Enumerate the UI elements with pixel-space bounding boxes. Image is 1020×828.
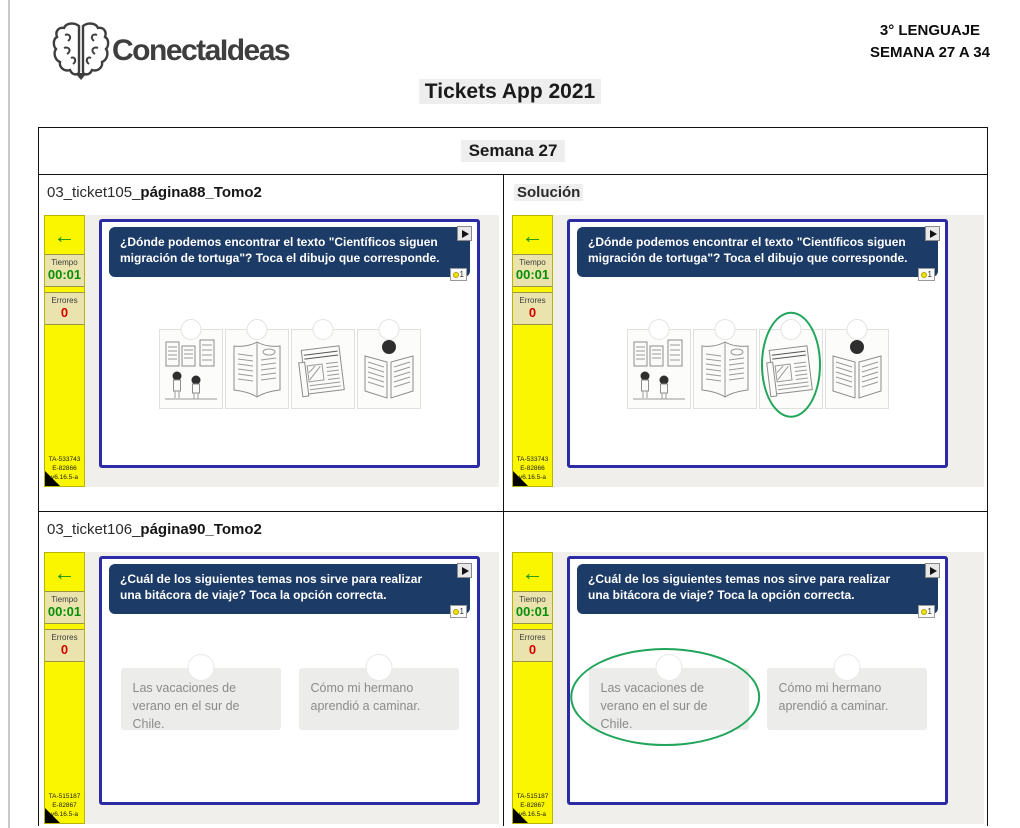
page-margin-line bbox=[8, 0, 10, 828]
option-radio-circle[interactable] bbox=[846, 319, 867, 340]
kids-viewing-wall-posters-icon bbox=[163, 338, 219, 402]
errores-label: Errores bbox=[51, 296, 78, 305]
solution-106-cell bbox=[504, 512, 987, 826]
question-bar bbox=[577, 564, 938, 614]
tiempo-box bbox=[513, 591, 552, 624]
tiempo-value: 00:01 bbox=[47, 604, 82, 619]
conectaideas-logo bbox=[52, 20, 289, 82]
code-version: v6.16.5-a bbox=[50, 474, 79, 481]
ticket-105-row bbox=[39, 175, 987, 512]
badge-count: 1 bbox=[459, 270, 464, 279]
option-card-vacaciones-correct[interactable] bbox=[589, 668, 749, 730]
tiempo-label: Tiempo bbox=[51, 595, 78, 604]
ticket-105-cell bbox=[39, 175, 504, 511]
option-card-newspaper-correct[interactable] bbox=[759, 329, 823, 409]
option-text: Las vacaciones de verano en el sur de Chile. bbox=[600, 681, 708, 732]
app-screenshot-ticket105 bbox=[44, 215, 499, 487]
question-counter-badge bbox=[918, 268, 935, 281]
option-radio-circle[interactable] bbox=[714, 319, 735, 340]
option-text: Cómo mi hermano aprendió a caminar. bbox=[310, 681, 421, 714]
back-arrow-icon[interactable]: ← bbox=[53, 560, 76, 585]
tiempo-value: 00:01 bbox=[47, 267, 82, 282]
option-radio-circle[interactable] bbox=[648, 319, 669, 340]
question-panel bbox=[99, 556, 480, 805]
option-radio-circle[interactable] bbox=[365, 654, 392, 681]
question-text: ¿Cuál de los siguientes temas nos sirve para realizar una bitácora de viaje? Toca la opción correcta. bbox=[588, 572, 891, 603]
play-icon bbox=[930, 230, 937, 238]
back-arrow-icon[interactable]: ← bbox=[521, 560, 544, 585]
play-button[interactable] bbox=[925, 563, 940, 578]
code-ta: TA-515187 bbox=[516, 793, 549, 800]
errores-box bbox=[513, 629, 552, 662]
week-header: Semana 27 bbox=[461, 140, 566, 162]
code-ta: TA-515187 bbox=[48, 793, 81, 800]
text-options-row bbox=[570, 668, 945, 730]
option-card-child-reading[interactable] bbox=[825, 329, 889, 409]
ticket-105-label: 03_ticket105_página88_Tomo2 bbox=[47, 184, 262, 201]
errores-value: 0 bbox=[60, 642, 69, 657]
solution-screenshot-ticket106 bbox=[512, 552, 984, 824]
code-e: E-82866 bbox=[520, 465, 545, 472]
option-text: Las vacaciones de verano en el sur de Chile. bbox=[132, 681, 240, 732]
option-radio-circle[interactable] bbox=[655, 654, 682, 681]
play-icon bbox=[930, 567, 937, 575]
option-card-posters[interactable] bbox=[159, 329, 223, 409]
tiempo-box bbox=[45, 254, 84, 287]
errores-label: Errores bbox=[519, 633, 546, 642]
badge-count: 1 bbox=[927, 270, 932, 279]
badge-dot-icon bbox=[453, 272, 459, 278]
option-radio-circle[interactable] bbox=[833, 654, 860, 681]
empty-label bbox=[512, 521, 984, 539]
ticket-106-row bbox=[39, 512, 987, 826]
play-icon bbox=[462, 230, 469, 238]
solution-screenshot-ticket105 bbox=[512, 215, 984, 487]
errores-box bbox=[45, 292, 84, 325]
code-e: E-82867 bbox=[520, 802, 545, 809]
solution-105-cell bbox=[504, 175, 988, 511]
option-card-posters[interactable] bbox=[627, 329, 691, 409]
back-arrow-icon[interactable]: ← bbox=[521, 223, 544, 248]
newspaper-icon bbox=[763, 338, 819, 402]
brain-logo-icon bbox=[52, 20, 110, 82]
play-button[interactable] bbox=[925, 226, 940, 241]
child-reading-big-book-icon bbox=[829, 338, 885, 402]
errores-value: 0 bbox=[60, 305, 69, 320]
option-card-open-book[interactable] bbox=[225, 329, 289, 409]
tiempo-label: Tiempo bbox=[519, 258, 546, 267]
badge-dot-icon bbox=[921, 609, 927, 615]
option-card-hermano[interactable] bbox=[767, 668, 927, 730]
app-sidebar bbox=[512, 552, 553, 824]
code-version: v6.16.5-a bbox=[518, 811, 547, 818]
picture-options-row bbox=[102, 329, 477, 409]
open-book-icon bbox=[697, 338, 753, 402]
text-options-row bbox=[102, 668, 477, 730]
back-arrow-icon[interactable]: ← bbox=[53, 223, 76, 248]
question-counter-badge bbox=[450, 605, 467, 618]
brand-name: ConectaIdeas bbox=[112, 34, 290, 67]
tickets-table bbox=[38, 127, 988, 826]
option-card-child-reading[interactable] bbox=[357, 329, 421, 409]
open-book-icon bbox=[229, 338, 285, 402]
option-radio-circle[interactable] bbox=[378, 319, 399, 340]
tiempo-box bbox=[513, 254, 552, 287]
course-weeks: SEMANA 27 A 34 bbox=[869, 44, 990, 61]
tiempo-label: Tiempo bbox=[51, 258, 78, 267]
code-e: E-82867 bbox=[52, 802, 77, 809]
option-radio-circle[interactable] bbox=[780, 319, 801, 340]
option-radio-circle[interactable] bbox=[312, 319, 333, 340]
play-button[interactable] bbox=[457, 563, 472, 578]
kids-viewing-wall-posters-icon bbox=[631, 338, 687, 402]
tiempo-value: 00:01 bbox=[515, 267, 550, 282]
newspaper-icon bbox=[295, 338, 351, 402]
ticket-106-cell bbox=[39, 512, 504, 826]
badge-count: 1 bbox=[927, 607, 932, 616]
errores-label: Errores bbox=[51, 633, 78, 642]
code-version: v6.16.5-a bbox=[50, 811, 79, 818]
play-icon bbox=[462, 567, 469, 575]
app-sidebar bbox=[44, 215, 85, 487]
option-card-hermano[interactable] bbox=[299, 668, 459, 730]
play-button[interactable] bbox=[457, 226, 472, 241]
option-radio-circle[interactable] bbox=[246, 319, 267, 340]
session-codes bbox=[45, 455, 84, 482]
question-panel bbox=[567, 219, 948, 468]
option-radio-circle[interactable] bbox=[180, 319, 201, 340]
errores-box bbox=[513, 292, 552, 325]
app-screenshot-ticket106 bbox=[44, 552, 499, 824]
session-codes bbox=[45, 792, 84, 819]
option-card-newspaper[interactable] bbox=[291, 329, 355, 409]
question-text: ¿Dónde podemos encontrar el texto "Científicos siguen migración de tortuga"? Toca el dibujo que corresponde. bbox=[588, 235, 908, 266]
code-ta: TA-533743 bbox=[516, 456, 549, 463]
code-ta: TA-533743 bbox=[48, 456, 81, 463]
badge-count: 1 bbox=[459, 607, 464, 616]
app-sidebar bbox=[512, 215, 553, 487]
option-card-open-book[interactable] bbox=[693, 329, 757, 409]
child-reading-big-book-icon bbox=[361, 338, 417, 402]
session-codes bbox=[513, 792, 552, 819]
course-info bbox=[870, 20, 990, 64]
solution-header: Solución bbox=[514, 184, 984, 202]
errores-label: Errores bbox=[519, 296, 546, 305]
errores-value: 0 bbox=[528, 305, 537, 320]
code-version: v6.16.5-a bbox=[518, 474, 547, 481]
code-e: E-82866 bbox=[52, 465, 77, 472]
question-counter-badge bbox=[918, 605, 935, 618]
question-bar bbox=[109, 564, 470, 614]
session-codes bbox=[513, 455, 552, 482]
tiempo-label: Tiempo bbox=[519, 595, 546, 604]
question-text: ¿Cuál de los siguientes temas nos sirve para realizar una bitácora de viaje? Toca la opción correcta. bbox=[120, 572, 423, 603]
badge-dot-icon bbox=[453, 609, 459, 615]
question-panel bbox=[99, 219, 480, 468]
question-counter-badge bbox=[450, 268, 467, 281]
picture-options-row bbox=[570, 329, 945, 409]
errores-box bbox=[45, 629, 84, 662]
badge-dot-icon bbox=[921, 272, 927, 278]
question-bar bbox=[109, 227, 470, 277]
week-header-row bbox=[39, 128, 987, 175]
tiempo-box bbox=[45, 591, 84, 624]
option-card-vacaciones[interactable] bbox=[121, 668, 281, 730]
document-title: Tickets App 2021 bbox=[0, 80, 1020, 104]
ticket-106-label: 03_ticket106_página90_Tomo2 bbox=[47, 521, 262, 538]
errores-value: 0 bbox=[528, 642, 537, 657]
course-grade: 3° LENGUAJE bbox=[879, 22, 981, 39]
question-bar bbox=[577, 227, 938, 277]
tiempo-value: 00:01 bbox=[515, 604, 550, 619]
question-panel bbox=[567, 556, 948, 805]
app-sidebar bbox=[44, 552, 85, 824]
option-radio-circle[interactable] bbox=[187, 654, 214, 681]
question-text: ¿Dónde podemos encontrar el texto "Científicos siguen migración de tortuga"? Toca el dibujo que corresponde. bbox=[120, 235, 440, 266]
option-text: Cómo mi hermano aprendió a caminar. bbox=[778, 681, 889, 714]
